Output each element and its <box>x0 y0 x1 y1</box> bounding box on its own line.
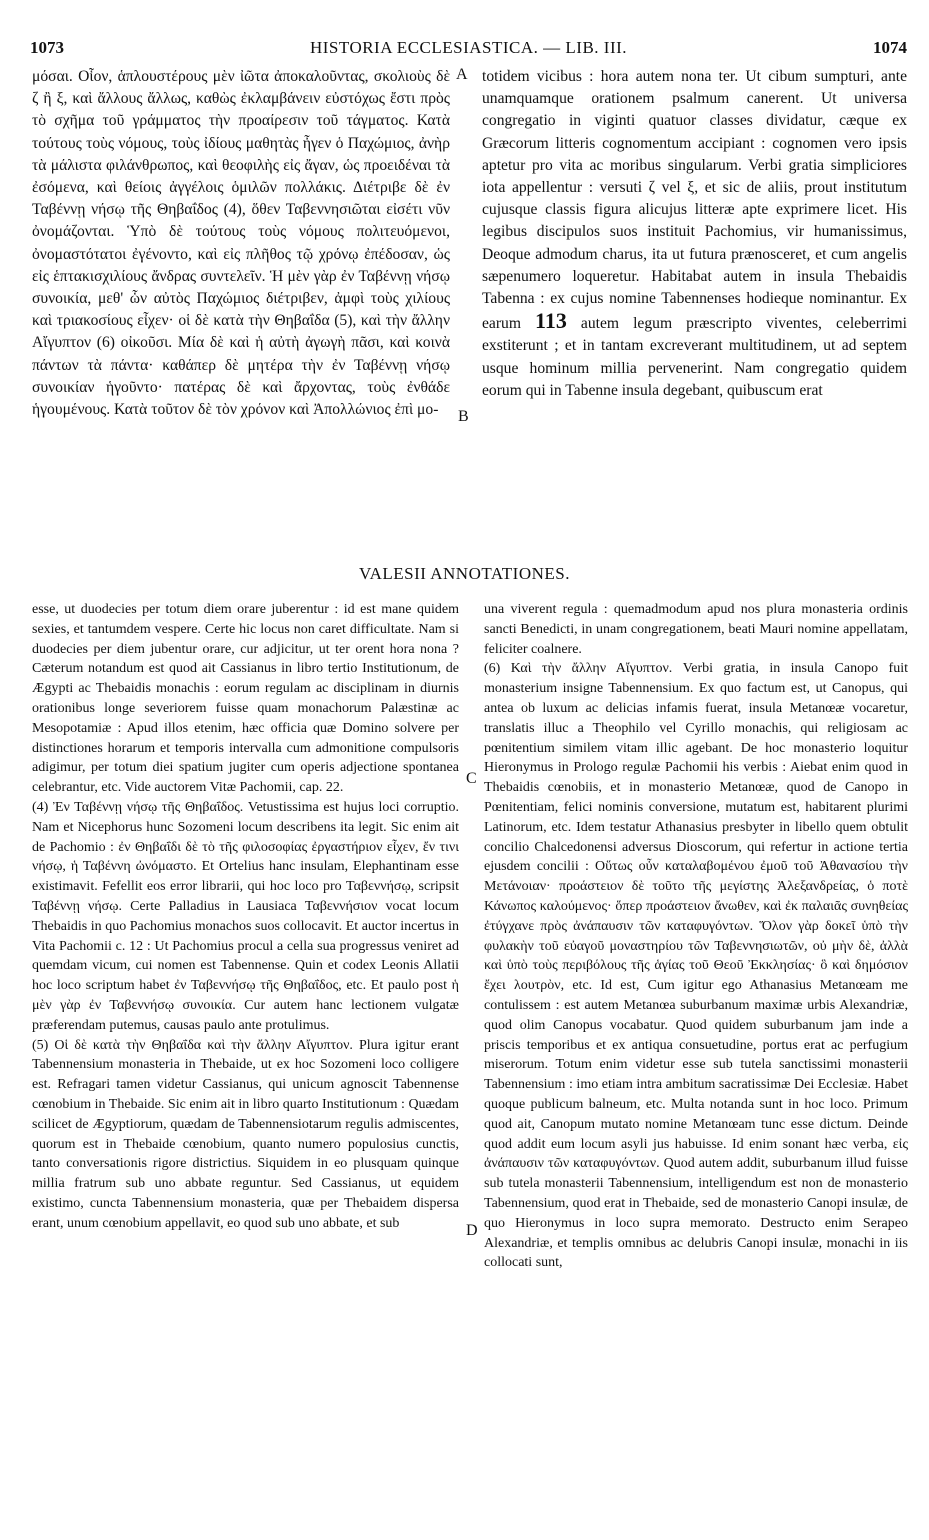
annotations-right-column <box>484 600 908 1273</box>
page-number-left: 1073 <box>30 38 64 57</box>
latin-text-column <box>482 66 907 402</box>
greek-paragraph: μόσαι. Οἷον, ἁπλουστέρους μὲν ἰῶτα ἀποκαλοῦντας, σκολιοὺς δὲ ζ ἢ ξ, καὶ ἄλλους ἄλλως, καθὼς ἐκλαμβάνειν εὐστόχως ἔστι πρὸς τὸ σχῆμα τοῦ γράμματος τὴν προαίρεσιν τοῦ τάγματος. Κατὰ τούτους τοὺς νόμους, τοὺς ἰδίους μαθητὰς ἦγεν ὁ Παχώμιος, ἀνὴρ τὰ μάλιστα φιλάνθρωπος, καὶ θεοφιλὴς εἰς ἄγαν, ὡς προειδέναι τὰ ἐσόμενα, καὶ θείοις ἀγγέλοις ὁμιλῶν πολλάκις. Διέτριβε δὲ ἐν Ταβέννῃ νήσῳ τῆς Θηβαΐδος (4), ὅθεν Ταβεννησιῶται εἰσέτι νῦν ὀνομάζονται. Ὑπὸ δὲ τούτους τοὺς νόμους πολιτευόμενοι, ὀνομαστότατοι ἐγένοντο, καὶ εἰς πλῆθος τῷ χρόνῳ ἐπέδοσαν, ὡς εἰς ἑπτακισχιλίους ἄνδρας συντελεῖν. Ἡ μὲν γὰρ ἐν Ταβέννῃ νήσῳ συνοικία, μεθ' ὧν αὐτὸς Παχώμιος διέτριβεν, ἀμφὶ τοὺς χιλίους καὶ τριακοσίους εἶχεν· οἱ δὲ κατὰ τὴν Θηβαΐδα (5), καὶ τὴν ἄλλην Αἴγυπτον (6) οἰκοῦσι. Μία δὲ καὶ ἡ αὐτὴ ἀγωγὴ πᾶσι, καὶ κοινὰ πάντων τὰ πάντα· καθάπερ δὲ μητέρα τὴν ἐν Ταβέννῃ νήσῳ συνοικίαν ἡγοῦντο· πατέρας δὲ καὶ ἄρχοντας, τοὺς ἐνθάδε ἡγουμένους. Κατὰ τοῦτον δὲ τὸν χρόνον καὶ Ἀπολλώνιος ἐπὶ μο- <box>32 68 450 419</box>
page-header <box>30 38 907 62</box>
margin-mark-d: D <box>466 1222 478 1239</box>
annotation-note-6: (6) Καὶ τὴν ἄλλην Αἴγυπτον. Verbi gratia, in insula Canopo fuit monasterium insigne Tabennensium. Ex quo factum est, ut Canopus, qui antea ob luxum ac delicias infamis fuerat, insula Metanœæ vocaretur, translatis illuc a Theophilo vel Cyrillo monachis, qui religiosam ac pœnitentium similem vitam illic agebant. De hoc monasterio loquitur Hieronymus in Prologo regulæ Pachomii his verbis : Aiebat enim quod in Thebaidis cœnobiis, et in monasterio Metanœæ, quod de Canopo in Pœnitentiam, felici nominis conversione, mutatum est, habitarent plurimi Latinorum, etc. Idem testatur Athanasius presbyter in libello quem obtulit concilio Chalcedonensi adversus Dioscorum, qui refertur in actione tertia ejusdem concilii : Οὕτως οὖν καταλαβομένου ἐμοῦ τοῦ Ἀθανασίου τὴν Μετάνοιαν· προάστειον δὲ τοῦτο τῆς μεγίστης Ἀλεξανδρείας, ὁ ποτὲ Κάνωπος καλούμενος· ὅπερ προάστειον ἄνωθεν, καὶ ἐκ παλαιᾶς συνηθείας ἐτύγχανε πρὸς ἀνάπαυσιν τῶν καταφυγόντων. Ὅλον γὰρ δοκεῖ ὑπὸ τὴν φυλακὴν τοῦ εὐαγοῦ μοναστηρίου τῶν Ταβεννησιωτῶν, οὐ μὴν δὲ, ἀλλὰ καὶ ὑπὸ τοὺς περιβόλους τῆς ἁγίας τοῦ Θεοῦ Ἐκκλησίας· ὃ καὶ δημόσιον ἔχει λουτρὸν, etc. Id est, Cum igitur ego Athanasius Metanœam me contulissem : est autem Metanœa suburbanum maximæ urbis Alexandriæ, quod olim Canopus vocabatur. Quod quidem suburbanum jam inde a priscis temporibus et ex antiqua consuetudine, portus erat ac perfugium miserorum. Totum enim videtur esse sub tutela sanctissimi monasterii Tabennensium : imo etiam intra ambitum sacratissimæ Dei Ecclesiæ. Habet quoque publicum balneum, etc. Multa notanda sunt in hoc loco. Primum quod ait, Canopum mutato nomine Metanœam tunc esse dictum. Deinde quod addit eum locum asyli jus habuisse. Id enim sonant hæc verba, εἰς ἀνάπαυσιν τῶν καταφυγόντων. Quod autem addit, suburbanum illud fuisse sub tutela monasterii Tabennensium, intelligendum est non de monasterio Tabennensium, quod erat in Thebaide, sed de monasterio Canopi insulæ, de quo Hieronymus in loco supra memorato. Destructo enim Serapeo Alexandriæ, et templis omnibus ac delubris Canopi insulæ, monachi in iis collocati sunt, <box>484 661 908 1271</box>
latin-paragraph-part-a: totidem vicibus : hora autem nona ter. Ut cibum sumpturi, ante unamquamque orationem psalmum canerent. Ut universa congregatio in viginti quatuor classes dividatur, cæque ex Græcorum litteris cognomentum accipiant : cognomen vero ipsis aptetur pro vita ac moribus singularum. Verbi gratia simpliciores iota appellentur : versuti ζ vel ξ, et sic de aliis, prout institutum cujusque classis figura alicujus litteræ apte exprimere licet. His legibus discipulos suos instituit Pachomius, vir humanissimus, Deoque admodum charus, ita ut futura prænosceret, et cum angelis sæpenumero loqueretur. Habitabat autem in insula Thebaidis Tabenna : ex cujus nomine Tabennenses hodieque nominantur. Ex earum <box>482 68 907 333</box>
latin-paragraph-part-b: autem legum præscripto viventes, celeberrimi exstiterunt ; et in tantam excreverant multitudinem, ut ad septem usque hominum millia pervenerint. Nam congregatio quidem eorum qui in Tabenne insula degebant, quibuscum erat <box>482 315 907 399</box>
column-number: 113 <box>535 308 567 334</box>
annotation-paragraph: una viverent regula : quemadmodum apud nos plura monasteria ordinis sancti Benedicti, in unam congregationem, beati Mauri nomine appellatam, feliciter coalnere. <box>484 602 908 657</box>
greek-text-column <box>32 66 450 421</box>
margin-mark-a: A <box>456 66 468 83</box>
annotation-note-4: (4) Ἐν Ταβέννῃ νήσῳ τῆς Θηβαΐδος. Vetustissima est hujus loci corruptio. Nam et Nicephorus hunc Sozomeni locum describens ita legit. Sic enim ait de Pachomio : ἐν Θηβαΐδι δὲ τὸ τῆς φιλοσοφίας ἐργαστήριον εἶχεν, ἔν τινι νήσῳ, ἡ Ταβέννη ὠνόμαστο. Et Ortelius hanc insulam, Elephantinam esse existimavit. Fefellit eos error librarii, qui hoc loco pro Ταβεννήσῳ, scripsit Ταβέννῃ νήσῳ. Certe Palladius in Lausiaca Ταβεννήσιον vocat locum Thebaidis in quo Pachomius monachos suos collocavit. Et auctor incertus in Vita Pachomii c. 12 : Ut Pachomius procul a cella sua progressus veniret ad quemdam vicum, cui nomen est Tabennense. Quin et codex Leonis Allatii hoc loco scriptum habet ἐν Ταβεννήσῳ τῆς Θηβαΐδος, etc. Et paulo post ἡ μὲν γὰρ ἐν Ταβεννήσῳ συνοικία. Cur autem hanc lectionem vulgatæ præferendam putemus, causas paulo ante protulimus. <box>32 799 459 1033</box>
annotations-heading: VALESII ANNOTATIONES. <box>359 564 570 583</box>
margin-mark-c: C <box>466 770 477 787</box>
annotation-paragraph: esse, ut duodecies per totum diem orare juberentur : id est mane quidem sexies, et tantumdem vespere. Certe hic locus non caret difficultate. Nam si duodecies per diem jubentur orare, cur adjicitur, ut ter orent hora nona ? Cæterum notandum est quod ait Cassianus in libro tertio Institutionum, de Ægypti ac Thebaidis monachis : eorum regulam ac disciplinam in diurnis orationibus longe severiorem fuisse quam monachorum Palæstinæ ac Mesopotamiæ : Apud illos etenim, hæc officia quæ Domino solvere per distinctiones horarum et temporis intervalla cum admonitione compulsoris adigimur, per totum diei spatium jugiter cum operis adjectione spontanea celebrantur, etc. Vide auctorem Vitæ Pachomii, cap. 22. <box>32 602 459 796</box>
margin-mark-b: B <box>458 408 469 425</box>
running-title: HISTORIA ECCLESIASTICA. — LIB. III. <box>309 38 628 57</box>
latin-paragraph <box>482 66 907 402</box>
page-number-right: 1074 <box>873 38 907 57</box>
annotations-left-column <box>32 600 459 1234</box>
annotation-note-5: (5) Οἱ δὲ κατὰ τὴν Θηβαΐδα καὶ τὴν ἄλλην Αἴγυπτον. Plura igitur erant Tabennensium monasteria in Thebaide, ut ex hoc Sozomeni loco colligere est. Refragari tamen videtur Cassianus, qui unicum agnoscit Tabennense cœnobium in Thebaide. Sic enim ait in libro quarto Institutionum : Quædam scilicet de Ægyptiorum, quædam de Tabennensiotarum regulis admiscentes, quorum est in Thebaide cœnobium, quanto numero populosius cunctis, tanto conversationis rigore districtius. Siquidem in eo plusquam quinque millia fratrum sub uno abbate reguntur. Sed Cassianus, ut equidem existimo, cuncta Tabennensium monasteria, quæ per Thebaidem dispersa erant, unum cœnobium appellavit, eo quod sub uno abbate, et sub <box>32 1037 459 1231</box>
